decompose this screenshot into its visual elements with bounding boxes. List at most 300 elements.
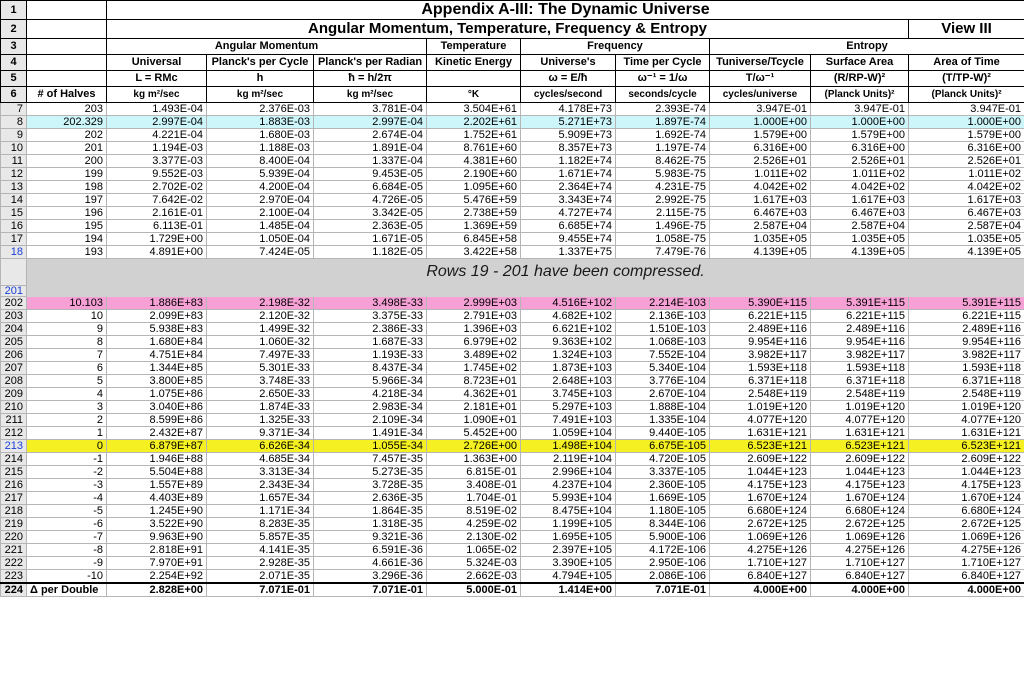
halves-cell[interactable]: -10 <box>27 570 107 584</box>
value-cell[interactable]: 2.526E+01 <box>811 155 909 168</box>
value-cell[interactable]: 6.680E+124 <box>710 505 811 518</box>
value-cell[interactable]: 6.316E+00 <box>710 142 811 155</box>
halves-cell[interactable]: 193 <box>27 246 107 259</box>
halves-cell[interactable]: 0 <box>27 440 107 453</box>
row-number[interactable]: 1 <box>1 1 27 20</box>
value-cell[interactable]: 1.888E-104 <box>616 401 710 414</box>
value-cell[interactable]: 2.100E-04 <box>207 207 314 220</box>
group-temperature[interactable]: Temperature <box>427 39 521 55</box>
row-number[interactable]: 211 <box>1 414 27 427</box>
value-cell[interactable]: 5.993E+104 <box>521 492 616 505</box>
value-cell[interactable]: 8.344E-106 <box>616 518 710 531</box>
row-number[interactable]: 12 <box>1 168 27 181</box>
value-cell[interactable]: 1.671E-05 <box>314 233 427 246</box>
column-formula[interactable]: h <box>207 71 314 87</box>
value-cell[interactable]: 2.672E+125 <box>811 518 909 531</box>
value-cell[interactable]: 1.710E+127 <box>710 557 811 570</box>
value-cell[interactable]: 8.519E-02 <box>427 505 521 518</box>
row-number[interactable]: 11 <box>1 155 27 168</box>
value-cell[interactable]: 6.371E+118 <box>909 375 1024 388</box>
value-cell[interactable]: 1.019E+120 <box>710 401 811 414</box>
value-cell[interactable]: 6.467E+03 <box>811 207 909 220</box>
value-cell[interactable]: 2.950E-106 <box>616 557 710 570</box>
value-cell[interactable]: 1.493E-04 <box>107 103 207 116</box>
row-number[interactable]: 16 <box>1 220 27 233</box>
row-number[interactable]: 2 <box>1 20 27 39</box>
value-cell[interactable]: 1.044E+123 <box>909 466 1024 479</box>
value-cell[interactable]: 4.516E+102 <box>521 297 616 310</box>
value-cell[interactable]: 2.198E-32 <box>207 297 314 310</box>
row-number[interactable]: 203 <box>1 310 27 323</box>
value-cell[interactable]: 4.042E+02 <box>811 181 909 194</box>
value-cell[interactable]: 6.626E-34 <box>207 440 314 453</box>
value-cell[interactable]: 1.337E+75 <box>521 246 616 259</box>
value-cell[interactable]: 1.068E-103 <box>616 336 710 349</box>
row-number[interactable]: 206 <box>1 349 27 362</box>
value-cell[interactable]: 2.702E-02 <box>107 181 207 194</box>
column-name[interactable]: Tuniverse/Tcycle <box>710 55 811 71</box>
value-cell[interactable]: 3.728E-35 <box>314 479 427 492</box>
value-cell[interactable]: 1.745E+02 <box>427 362 521 375</box>
column-formula[interactable]: ω = E/ħ <box>521 71 616 87</box>
value-cell[interactable]: 3.390E+105 <box>521 557 616 570</box>
value-cell[interactable]: 3.343E+74 <box>521 194 616 207</box>
value-cell[interactable]: 1.019E+120 <box>909 401 1024 414</box>
group-entropy[interactable]: Entropy <box>710 39 1024 55</box>
value-cell[interactable]: 2.609E+122 <box>811 453 909 466</box>
value-cell[interactable]: 5.938E+83 <box>107 323 207 336</box>
value-cell[interactable]: 3.040E+86 <box>107 401 207 414</box>
value-cell[interactable]: 1.499E-32 <box>207 323 314 336</box>
halves-cell[interactable]: 10 <box>27 310 107 323</box>
value-cell[interactable]: 2.364E+74 <box>521 181 616 194</box>
value-cell[interactable]: 1.710E+127 <box>909 557 1024 570</box>
value-cell[interactable]: 1.000E+00 <box>710 116 811 129</box>
column-unit[interactable]: (Planck Units)² <box>811 87 909 103</box>
halves-cell[interactable]: 194 <box>27 233 107 246</box>
value-cell[interactable]: 2.636E-35 <box>314 492 427 505</box>
halves-cell[interactable]: 10.103 <box>27 297 107 310</box>
value-cell[interactable]: 2.489E+116 <box>811 323 909 336</box>
value-cell[interactable]: 6.221E+115 <box>909 310 1024 323</box>
delta-label[interactable]: Δ per Double <box>27 583 107 597</box>
row-number[interactable]: 15 <box>1 207 27 220</box>
value-cell[interactable]: 8.723E+01 <box>427 375 521 388</box>
value-cell[interactable]: 4.077E+120 <box>811 414 909 427</box>
value-cell[interactable]: 5.391E+115 <box>811 297 909 310</box>
value-cell[interactable]: 1.692E-74 <box>616 129 710 142</box>
value-cell[interactable]: 2.254E+92 <box>107 570 207 584</box>
halves-cell[interactable]: 201 <box>27 142 107 155</box>
value-cell[interactable]: 2.397E+105 <box>521 544 616 557</box>
value-cell[interactable]: 3.982E+117 <box>811 349 909 362</box>
value-cell[interactable]: 8.599E+86 <box>107 414 207 427</box>
value-cell[interactable]: 4.221E-04 <box>107 129 207 142</box>
value-cell[interactable]: 1.069E+126 <box>909 531 1024 544</box>
value-cell[interactable]: 1.617E+03 <box>909 194 1024 207</box>
value-cell[interactable]: 4.891E+00 <box>107 246 207 259</box>
value-cell[interactable]: 2.363E-05 <box>314 220 427 233</box>
delta-value[interactable]: 5.000E-01 <box>427 583 521 597</box>
value-cell[interactable]: 6.591E-36 <box>314 544 427 557</box>
value-cell[interactable]: 2.672E+125 <box>909 518 1024 531</box>
value-cell[interactable]: 1.510E-103 <box>616 323 710 336</box>
value-cell[interactable]: 1.593E+118 <box>909 362 1024 375</box>
column-name[interactable]: Universe's <box>521 55 616 71</box>
value-cell[interactable]: 1.396E+03 <box>427 323 521 336</box>
value-cell[interactable]: 1.019E+120 <box>811 401 909 414</box>
value-cell[interactable]: 7.479E-76 <box>616 246 710 259</box>
value-cell[interactable]: 5.504E+88 <box>107 466 207 479</box>
row-number[interactable]: 213 <box>1 440 27 453</box>
value-cell[interactable]: 2.662E-03 <box>427 570 521 584</box>
value-cell[interactable]: 1.011E+02 <box>909 168 1024 181</box>
sheet-title[interactable]: Appendix A-III: The Dynamic Universe <box>107 1 1024 20</box>
value-cell[interactable]: 1.491E-34 <box>314 427 427 440</box>
value-cell[interactable]: 6.815E-01 <box>427 466 521 479</box>
column-formula[interactable] <box>427 71 521 87</box>
value-cell[interactable]: 5.909E+73 <box>521 129 616 142</box>
value-cell[interactable]: 1.055E-34 <box>314 440 427 453</box>
value-cell[interactable]: 2.386E-33 <box>314 323 427 336</box>
row-number[interactable]: 214 <box>1 453 27 466</box>
value-cell[interactable]: 4.362E+01 <box>427 388 521 401</box>
value-cell[interactable]: 2.650E-33 <box>207 388 314 401</box>
value-cell[interactable]: 4.139E+05 <box>811 246 909 259</box>
row-number[interactable]: 202 <box>1 297 27 310</box>
halves-cell[interactable]: -3 <box>27 479 107 492</box>
sheet-subtitle[interactable]: Angular Momentum, Temperature, Frequency & Entropy <box>107 20 909 39</box>
value-cell[interactable]: 4.231E-75 <box>616 181 710 194</box>
halves-header[interactable]: # of Halves <box>27 87 107 103</box>
value-cell[interactable]: 2.983E-34 <box>314 401 427 414</box>
value-cell[interactable]: 2.130E-02 <box>427 531 521 544</box>
column-name[interactable]: Planck's per Radian <box>314 55 427 71</box>
value-cell[interactable]: 7.424E-05 <box>207 246 314 259</box>
value-cell[interactable]: 4.218E-34 <box>314 388 427 401</box>
value-cell[interactable]: 4.403E+89 <box>107 492 207 505</box>
value-cell[interactable]: 1.035E+05 <box>909 233 1024 246</box>
value-cell[interactable]: 1.193E-33 <box>314 349 427 362</box>
value-cell[interactable]: 1.631E+121 <box>909 427 1024 440</box>
row-number[interactable]: 17 <box>1 233 27 246</box>
value-cell[interactable]: 6.523E+121 <box>710 440 811 453</box>
value-cell[interactable]: 8.761E+60 <box>427 142 521 155</box>
value-cell[interactable]: 9.963E+90 <box>107 531 207 544</box>
value-cell[interactable]: 3.375E-33 <box>314 310 427 323</box>
delta-value[interactable]: 7.071E-01 <box>314 583 427 597</box>
row-number[interactable]: 7 <box>1 103 27 116</box>
value-cell[interactable]: 6.845E+58 <box>427 233 521 246</box>
value-cell[interactable]: 1.044E+123 <box>811 466 909 479</box>
row-number[interactable]: 14 <box>1 194 27 207</box>
value-cell[interactable]: 3.489E+02 <box>427 349 521 362</box>
value-cell[interactable]: 4.794E+105 <box>521 570 616 584</box>
value-cell[interactable]: 5.390E+115 <box>710 297 811 310</box>
value-cell[interactable]: 1.593E+118 <box>811 362 909 375</box>
value-cell[interactable]: 1.891E-04 <box>314 142 427 155</box>
value-cell[interactable]: 1.059E+104 <box>521 427 616 440</box>
delta-value[interactable]: 1.414E+00 <box>521 583 616 597</box>
row-number[interactable]: 201 <box>1 286 27 297</box>
value-cell[interactable]: 4.237E+104 <box>521 479 616 492</box>
row-number[interactable]: 215 <box>1 466 27 479</box>
value-cell[interactable]: 6.467E+03 <box>909 207 1024 220</box>
value-cell[interactable]: 4.275E+126 <box>909 544 1024 557</box>
value-cell[interactable]: 3.522E+90 <box>107 518 207 531</box>
delta-value[interactable]: 7.071E-01 <box>207 583 314 597</box>
row-number[interactable]: 220 <box>1 531 27 544</box>
value-cell[interactable]: 2.548E+119 <box>909 388 1024 401</box>
halves-cell[interactable]: -8 <box>27 544 107 557</box>
value-cell[interactable]: 4.175E+123 <box>909 479 1024 492</box>
value-cell[interactable]: 1.069E+126 <box>811 531 909 544</box>
value-cell[interactable]: 5.476E+59 <box>427 194 521 207</box>
halves-cell[interactable]: 200 <box>27 155 107 168</box>
value-cell[interactable]: 9.954E+116 <box>909 336 1024 349</box>
column-unit[interactable]: (Planck Units)² <box>909 87 1024 103</box>
value-cell[interactable]: 4.682E+102 <box>521 310 616 323</box>
value-cell[interactable]: 9.440E-105 <box>616 427 710 440</box>
delta-value[interactable]: 4.000E+00 <box>811 583 909 597</box>
value-cell[interactable]: 2.526E+01 <box>909 155 1024 168</box>
value-cell[interactable]: 2.672E+125 <box>710 518 811 531</box>
value-cell[interactable]: 1.035E+05 <box>811 233 909 246</box>
value-cell[interactable]: 4.727E+74 <box>521 207 616 220</box>
value-cell[interactable]: 2.214E-103 <box>616 297 710 310</box>
value-cell[interactable]: 1.058E-75 <box>616 233 710 246</box>
value-cell[interactable]: 1.044E+123 <box>710 466 811 479</box>
value-cell[interactable]: 4.661E-36 <box>314 557 427 570</box>
value-cell[interactable]: 1.670E+124 <box>909 492 1024 505</box>
column-name[interactable]: Planck's per Cycle <box>207 55 314 71</box>
value-cell[interactable]: 2.109E-34 <box>314 414 427 427</box>
value-cell[interactable]: 6.113E-01 <box>107 220 207 233</box>
value-cell[interactable]: 4.751E+84 <box>107 349 207 362</box>
value-cell[interactable]: 2.099E+83 <box>107 310 207 323</box>
value-cell[interactable]: 3.337E-105 <box>616 466 710 479</box>
value-cell[interactable]: 1.180E-105 <box>616 505 710 518</box>
value-cell[interactable]: 1.710E+127 <box>811 557 909 570</box>
value-cell[interactable]: 8.475E+104 <box>521 505 616 518</box>
value-cell[interactable]: 1.090E+01 <box>427 414 521 427</box>
value-cell[interactable]: 3.504E+61 <box>427 103 521 116</box>
column-unit[interactable]: cycles/universe <box>710 87 811 103</box>
column-unit[interactable]: kg m²/sec <box>314 87 427 103</box>
value-cell[interactable]: 1.324E+103 <box>521 349 616 362</box>
value-cell[interactable]: 5.340E-104 <box>616 362 710 375</box>
value-cell[interactable]: 1.631E+121 <box>710 427 811 440</box>
value-cell[interactable]: 2.970E-04 <box>207 194 314 207</box>
value-cell[interactable]: 1.557E+89 <box>107 479 207 492</box>
value-cell[interactable]: 3.498E-33 <box>314 297 427 310</box>
value-cell[interactable]: 7.970E+91 <box>107 557 207 570</box>
value-cell[interactable]: 4.200E-04 <box>207 181 314 194</box>
value-cell[interactable]: 3.781E-04 <box>314 103 427 116</box>
value-cell[interactable]: 6.467E+03 <box>710 207 811 220</box>
value-cell[interactable]: 9.552E-03 <box>107 168 207 181</box>
row-number[interactable]: 4 <box>1 55 27 71</box>
value-cell[interactable]: 4.720E-105 <box>616 453 710 466</box>
delta-value[interactable]: 7.071E-01 <box>616 583 710 597</box>
value-cell[interactable]: 4.726E-05 <box>314 194 427 207</box>
value-cell[interactable]: 6.371E+118 <box>710 375 811 388</box>
halves-cell[interactable]: 198 <box>27 181 107 194</box>
value-cell[interactable]: 2.343E-34 <box>207 479 314 492</box>
value-cell[interactable]: 3.947E-01 <box>909 103 1024 116</box>
value-cell[interactable]: 1.864E-35 <box>314 505 427 518</box>
value-cell[interactable]: 3.745E+103 <box>521 388 616 401</box>
value-cell[interactable]: 1.752E+61 <box>427 129 521 142</box>
value-cell[interactable]: 3.776E-104 <box>616 375 710 388</box>
value-cell[interactable]: 2.648E+103 <box>521 375 616 388</box>
group-frequency[interactable]: Frequency <box>521 39 710 55</box>
value-cell[interactable]: 2.999E+03 <box>427 297 521 310</box>
row-number[interactable]: 210 <box>1 401 27 414</box>
value-cell[interactable]: 2.818E+91 <box>107 544 207 557</box>
value-cell[interactable]: 1.496E-75 <box>616 220 710 233</box>
halves-cell[interactable]: 6 <box>27 362 107 375</box>
value-cell[interactable]: 5.271E+73 <box>521 116 616 129</box>
value-cell[interactable]: 2.432E+87 <box>107 427 207 440</box>
value-cell[interactable]: 4.275E+126 <box>811 544 909 557</box>
value-cell[interactable]: 6.680E+124 <box>811 505 909 518</box>
value-cell[interactable]: 4.077E+120 <box>909 414 1024 427</box>
value-cell[interactable]: 6.221E+115 <box>710 310 811 323</box>
halves-cell[interactable]: 7 <box>27 349 107 362</box>
column-formula[interactable]: (T/TP-W)² <box>909 71 1024 87</box>
value-cell[interactable]: 2.587E+04 <box>909 220 1024 233</box>
value-cell[interactable]: 4.275E+126 <box>710 544 811 557</box>
value-cell[interactable]: 8.400E-04 <box>207 155 314 168</box>
row-number[interactable]: 216 <box>1 479 27 492</box>
halves-cell[interactable]: 9 <box>27 323 107 336</box>
value-cell[interactable]: 1.704E-01 <box>427 492 521 505</box>
value-cell[interactable]: 2.115E-75 <box>616 207 710 220</box>
value-cell[interactable]: 1.695E+105 <box>521 531 616 544</box>
row-number[interactable]: 222 <box>1 557 27 570</box>
value-cell[interactable]: 4.259E-02 <box>427 518 521 531</box>
halves-cell[interactable]: -7 <box>27 531 107 544</box>
value-cell[interactable]: 1.883E-03 <box>207 116 314 129</box>
value-cell[interactable]: 2.119E+104 <box>521 453 616 466</box>
value-cell[interactable]: 1.670E+124 <box>710 492 811 505</box>
value-cell[interactable]: 1.671E+74 <box>521 168 616 181</box>
halves-cell[interactable]: 5 <box>27 375 107 388</box>
value-cell[interactable]: 1.687E-33 <box>314 336 427 349</box>
halves-cell[interactable]: 196 <box>27 207 107 220</box>
value-cell[interactable]: 2.992E-75 <box>616 194 710 207</box>
row-number[interactable]: 217 <box>1 492 27 505</box>
value-cell[interactable]: 6.684E-05 <box>314 181 427 194</box>
row-number[interactable]: 9 <box>1 129 27 142</box>
value-cell[interactable]: 2.120E-32 <box>207 310 314 323</box>
value-cell[interactable]: 6.523E+121 <box>909 440 1024 453</box>
value-cell[interactable]: 2.190E+60 <box>427 168 521 181</box>
value-cell[interactable]: 2.928E-35 <box>207 557 314 570</box>
value-cell[interactable]: 3.982E+117 <box>710 349 811 362</box>
value-cell[interactable]: 2.489E+116 <box>710 323 811 336</box>
halves-cell[interactable]: 199 <box>27 168 107 181</box>
row-number[interactable]: 3 <box>1 39 27 55</box>
value-cell[interactable]: 1.318E-35 <box>314 518 427 531</box>
halves-cell[interactable]: -9 <box>27 557 107 570</box>
value-cell[interactable]: 1.337E-04 <box>314 155 427 168</box>
row-number[interactable]: 223 <box>1 570 27 584</box>
value-cell[interactable]: 6.523E+121 <box>811 440 909 453</box>
column-formula[interactable]: (R/RP-W)² <box>811 71 909 87</box>
column-unit[interactable]: cycles/second <box>521 87 616 103</box>
value-cell[interactable]: 1.631E+121 <box>811 427 909 440</box>
value-cell[interactable]: 1.657E-34 <box>207 492 314 505</box>
value-cell[interactable]: 1.060E-32 <box>207 336 314 349</box>
column-formula[interactable]: L = RMc <box>107 71 207 87</box>
value-cell[interactable]: 9.321E-36 <box>314 531 427 544</box>
row-number[interactable]: 218 <box>1 505 27 518</box>
value-cell[interactable]: 6.879E+87 <box>107 440 207 453</box>
value-cell[interactable]: 8.437E-34 <box>314 362 427 375</box>
value-cell[interactable]: 1.680E+84 <box>107 336 207 349</box>
value-cell[interactable]: 5.966E-34 <box>314 375 427 388</box>
value-cell[interactable]: 9.371E-34 <box>207 427 314 440</box>
row-number[interactable]: 5 <box>1 71 27 87</box>
value-cell[interactable]: 1.011E+02 <box>710 168 811 181</box>
value-cell[interactable]: 5.391E+115 <box>909 297 1024 310</box>
value-cell[interactable]: 6.840E+127 <box>811 570 909 584</box>
value-cell[interactable]: 2.548E+119 <box>811 388 909 401</box>
value-cell[interactable]: 4.175E+123 <box>811 479 909 492</box>
value-cell[interactable]: 1.593E+118 <box>710 362 811 375</box>
value-cell[interactable]: 1.617E+03 <box>811 194 909 207</box>
value-cell[interactable]: 4.172E-106 <box>616 544 710 557</box>
halves-cell[interactable]: -5 <box>27 505 107 518</box>
row-number[interactable]: 205 <box>1 336 27 349</box>
value-cell[interactable]: 1.171E-34 <box>207 505 314 518</box>
value-cell[interactable]: 9.455E+74 <box>521 233 616 246</box>
row-number[interactable]: 221 <box>1 544 27 557</box>
value-cell[interactable]: 1.579E+00 <box>909 129 1024 142</box>
view-label[interactable]: View III <box>909 20 1024 39</box>
value-cell[interactable]: 2.609E+122 <box>710 453 811 466</box>
value-cell[interactable]: 1.369E+59 <box>427 220 521 233</box>
group-angular-momentum[interactable]: Angular Momentum <box>107 39 427 55</box>
value-cell[interactable]: 3.947E-01 <box>811 103 909 116</box>
halves-cell[interactable]: 2 <box>27 414 107 427</box>
value-cell[interactable]: 3.408E-01 <box>427 479 521 492</box>
delta-value[interactable]: 4.000E+00 <box>710 583 811 597</box>
value-cell[interactable]: 2.609E+122 <box>909 453 1024 466</box>
column-unit[interactable]: kg m²/sec <box>107 87 207 103</box>
value-cell[interactable]: 7.642E-02 <box>107 194 207 207</box>
value-cell[interactable]: 2.136E-103 <box>616 310 710 323</box>
row-number[interactable]: 18 <box>1 246 27 259</box>
value-cell[interactable]: 1.886E+83 <box>107 297 207 310</box>
halves-cell[interactable]: 1 <box>27 427 107 440</box>
value-cell[interactable]: 6.675E-105 <box>616 440 710 453</box>
value-cell[interactable]: 5.939E-04 <box>207 168 314 181</box>
value-cell[interactable]: 3.313E-34 <box>207 466 314 479</box>
row-number[interactable]: 8 <box>1 116 27 129</box>
row-number[interactable]: 212 <box>1 427 27 440</box>
value-cell[interactable]: 2.587E+04 <box>811 220 909 233</box>
halves-cell[interactable]: 8 <box>27 336 107 349</box>
row-number[interactable]: 13 <box>1 181 27 194</box>
value-cell[interactable]: 1.075E+86 <box>107 388 207 401</box>
value-cell[interactable]: 2.489E+116 <box>909 323 1024 336</box>
value-cell[interactable]: 6.316E+00 <box>909 142 1024 155</box>
value-cell[interactable]: 1.197E-74 <box>616 142 710 155</box>
value-cell[interactable]: 8.462E-75 <box>616 155 710 168</box>
